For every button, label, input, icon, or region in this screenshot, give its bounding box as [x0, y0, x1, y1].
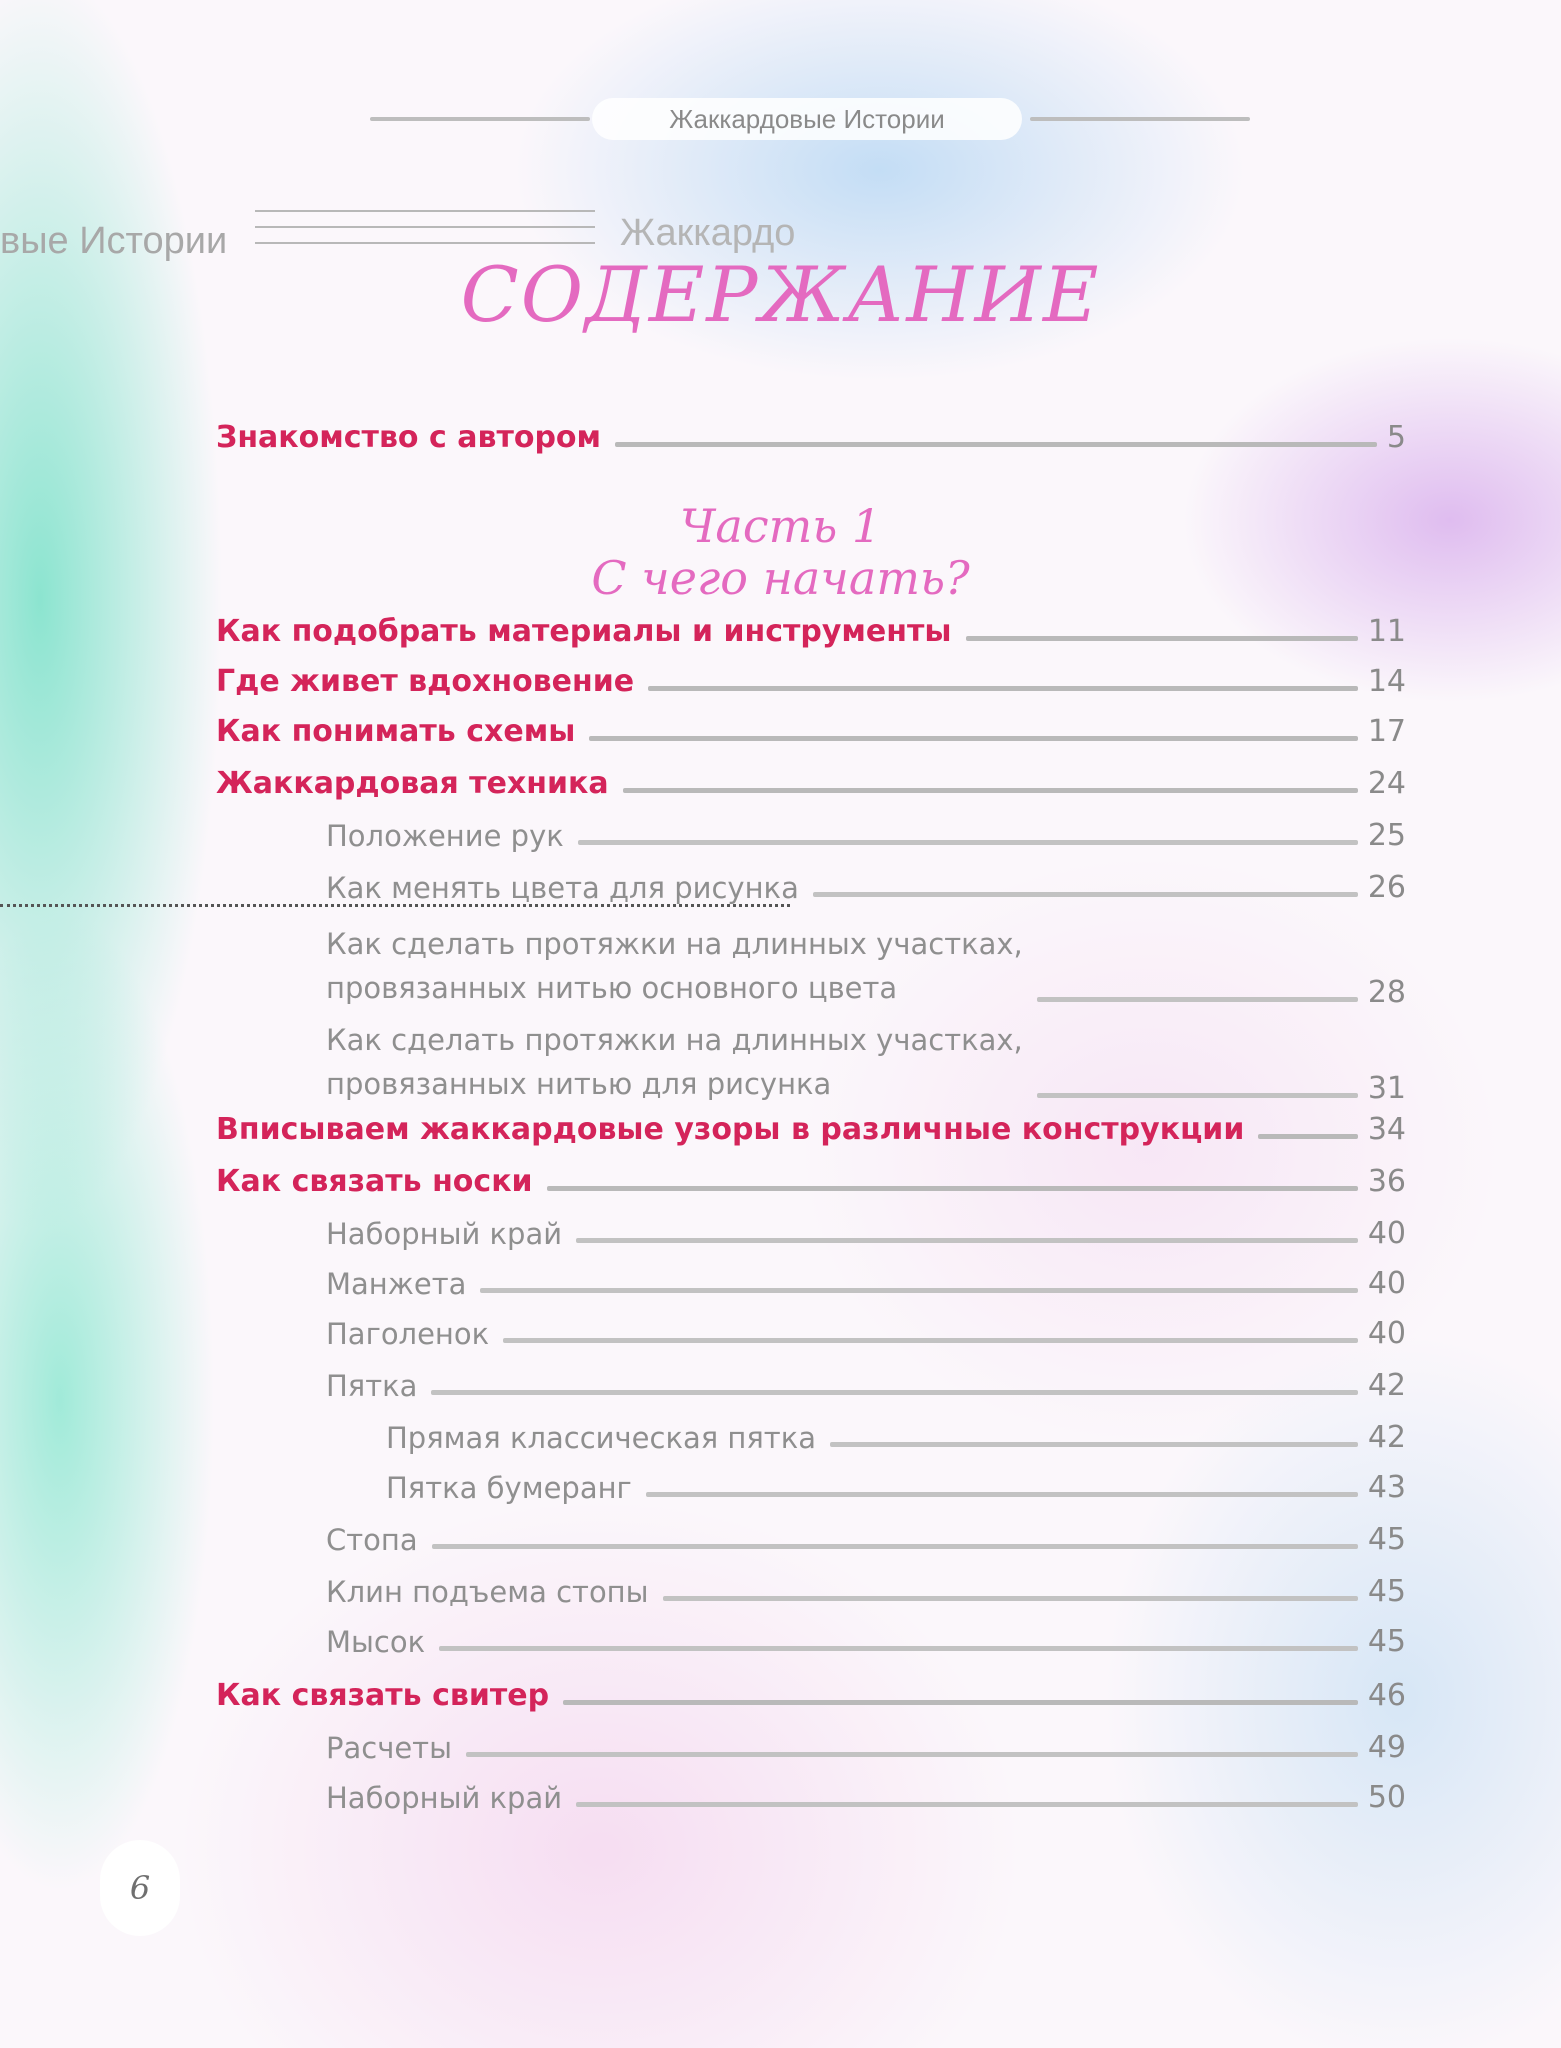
- toc-entry-title: Положение рук: [326, 819, 564, 853]
- toc-entry[interactable]: [326, 1316, 1406, 1351]
- toc-entry[interactable]: [386, 1420, 1406, 1455]
- toc-entry[interactable]: [386, 1470, 1406, 1505]
- toc-entry-title: Паголенок: [326, 1317, 490, 1351]
- toc-entry-title: [326, 1018, 1023, 1106]
- toc-entry[interactable]: [216, 1678, 1406, 1713]
- toc-entry-title: Как связать свитер: [216, 1678, 550, 1713]
- part-title: С чего начать?: [591, 551, 970, 605]
- toc-leader: [646, 1492, 1358, 1497]
- toc-entry-title: Как подобрать материалы и инструменты: [216, 614, 952, 649]
- part-heading: [0, 500, 1561, 604]
- toc-entry-title: Жаккардовая техника: [216, 766, 609, 801]
- toc-entry[interactable]: [326, 870, 1406, 905]
- toc-page-number: 42: [1367, 1420, 1406, 1455]
- toc-entry-title: Как менять цвета для рисунка: [326, 871, 799, 905]
- toc-page-number: 50: [1367, 1780, 1406, 1815]
- part-number: Часть 1: [679, 499, 882, 553]
- toc-page-number: 40: [1367, 1266, 1406, 1301]
- toc-entry-line: Как сделать протяжки на длинных участках,: [326, 1023, 1023, 1057]
- toc-page-number: 46: [1367, 1678, 1406, 1713]
- toc-entry-title: Прямая классическая пятка: [386, 1421, 816, 1455]
- toc-entry[interactable]: [216, 664, 1406, 699]
- toc-entry[interactable]: [326, 1266, 1406, 1301]
- toc-entry[interactable]: [326, 1522, 1406, 1557]
- ghost-text-left: вые Истории: [0, 220, 228, 262]
- toc-page-number: 11: [1367, 614, 1406, 649]
- toc-entry-title: Как связать носки: [216, 1164, 533, 1199]
- toc-page-number: 31: [1367, 1071, 1406, 1106]
- toc-entry-title: Манжета: [326, 1267, 467, 1301]
- toc-leader: [648, 686, 1358, 691]
- toc-leader: [578, 840, 1358, 845]
- toc-entry[interactable]: [326, 1780, 1406, 1815]
- toc-leader: [813, 892, 1358, 897]
- toc-leader: [576, 1802, 1358, 1807]
- toc-entry-title: Как понимать схемы: [216, 714, 576, 749]
- toc-entry-title: Наборный край: [326, 1781, 563, 1815]
- toc-entry-title: [326, 922, 1023, 1010]
- toc-entry[interactable]: [326, 1574, 1406, 1609]
- toc-entry[interactable]: [216, 1112, 1406, 1147]
- toc-entry-title: Клин подъема стопы: [326, 1575, 649, 1609]
- toc-leader: [1037, 1093, 1358, 1098]
- toc-leader: [589, 736, 1357, 741]
- toc-leader: [431, 1390, 1357, 1395]
- toc-entry-title: Стопа: [326, 1523, 418, 1557]
- toc-leader: [966, 636, 1358, 641]
- toc-entry[interactable]: [216, 614, 1406, 649]
- toc-page-number: 14: [1367, 664, 1406, 699]
- ghost-text-right: Жаккардо: [620, 212, 796, 254]
- toc-entry-title: Пятка: [326, 1369, 418, 1403]
- toc-page-number: 26: [1367, 870, 1406, 905]
- toc-leader: [547, 1186, 1358, 1191]
- toc-leader: [1258, 1134, 1357, 1139]
- toc-leader: [480, 1288, 1357, 1293]
- toc-page-number: 40: [1367, 1216, 1406, 1251]
- toc-entry[interactable]: [216, 1164, 1406, 1199]
- toc-entry[interactable]: [326, 922, 1406, 1010]
- toc-page-number: 45: [1367, 1624, 1406, 1659]
- toc-page-number: 17: [1367, 714, 1406, 749]
- toc-page-number: 24: [1367, 766, 1406, 801]
- toc-entry-title: Наборный край: [326, 1217, 563, 1251]
- toc-page-number: 34: [1367, 1112, 1406, 1147]
- toc-leader: [439, 1646, 1358, 1651]
- toc-leader: [432, 1544, 1358, 1549]
- toc-page-number: 43: [1367, 1470, 1406, 1505]
- toc-entry-title: Вписываем жаккардовые узоры в различные конструкции: [216, 1112, 1245, 1147]
- toc-page-number: 28: [1367, 975, 1406, 1010]
- toc-entry-title: Где живет вдохновение: [216, 664, 635, 699]
- toc-leader: [563, 1700, 1358, 1705]
- toc-entry[interactable]: [326, 1730, 1406, 1765]
- toc-entry[interactable]: [216, 714, 1406, 749]
- toc-entry[interactable]: [216, 766, 1406, 801]
- toc-leader: [663, 1596, 1358, 1601]
- toc-leader: [576, 1238, 1358, 1243]
- toc-entry-title: Знакомство с автором: [216, 420, 602, 455]
- page-title: СОДЕРЖАНИЕ: [460, 250, 1101, 339]
- toc-leader: [466, 1752, 1358, 1757]
- toc-entry-title: Расчеты: [326, 1731, 452, 1765]
- toc-entry-line: провязанных нитью основного цвета: [326, 971, 898, 1005]
- toc-leader: [1037, 997, 1358, 1002]
- toc-entry-line: Как сделать протяжки на длинных участках,: [326, 927, 1023, 961]
- toc-page-number: 45: [1367, 1574, 1406, 1609]
- toc-leader: [503, 1338, 1358, 1343]
- toc-entry[interactable]: [216, 420, 1406, 455]
- running-title: Жаккардовые Истории: [592, 98, 1022, 140]
- toc-entry[interactable]: [326, 1368, 1406, 1403]
- toc-entry-line: провязанных нитью для рисунка: [326, 1067, 832, 1101]
- toc-page-number: 36: [1367, 1164, 1406, 1199]
- toc-leader: [615, 442, 1377, 447]
- toc-entry-title: Мысок: [326, 1625, 426, 1659]
- page-number: 6: [100, 1840, 180, 1936]
- toc-page-number: 40: [1367, 1316, 1406, 1351]
- toc-page-number: 45: [1367, 1522, 1406, 1557]
- toc-entry[interactable]: [326, 1018, 1406, 1106]
- toc-entry[interactable]: [326, 818, 1406, 853]
- toc-page-number: 49: [1367, 1730, 1406, 1765]
- toc-entry[interactable]: [326, 1624, 1406, 1659]
- toc-page-number: 25: [1367, 818, 1406, 853]
- toc-leader: [623, 788, 1358, 793]
- toc-entry-title: Пятка бумеранг: [386, 1471, 632, 1505]
- toc-page-number: 42: [1367, 1368, 1406, 1403]
- toc-entry[interactable]: [326, 1216, 1406, 1251]
- toc-leader: [830, 1442, 1358, 1447]
- toc-page-number: 5: [1386, 420, 1406, 455]
